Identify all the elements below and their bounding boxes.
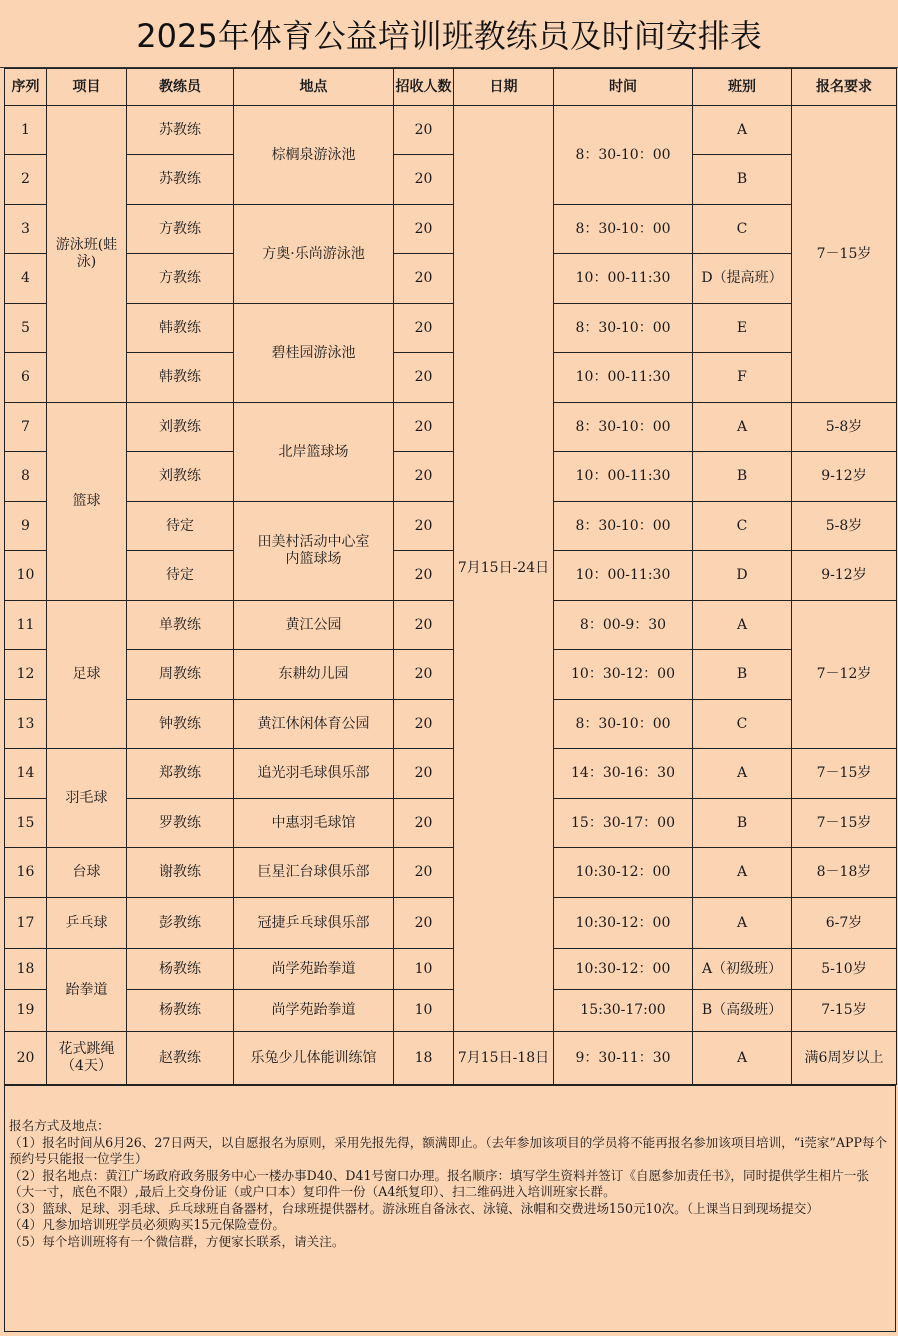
count-cell: 20: [394, 502, 454, 551]
class-cell: D（提高班）: [693, 254, 792, 304]
header-row: [5, 69, 897, 106]
coach-cell: 杨教练: [127, 949, 234, 990]
location-cell: 黄江公园: [234, 601, 394, 650]
location-cell: 北岸篮球场: [234, 403, 394, 502]
coach-cell: 苏教练: [127, 155, 234, 205]
table-row: [5, 502, 897, 551]
time-cell: 8：30-10：00: [554, 106, 693, 205]
project-cell: 台球: [47, 848, 127, 898]
class-cell: A: [693, 1032, 792, 1085]
table-row: [5, 700, 897, 749]
row-no: 16: [5, 848, 47, 898]
row-no: 13: [5, 700, 47, 749]
project-cell: 乒乓球: [47, 898, 127, 949]
date-cell: 7月15日-18日: [454, 1032, 554, 1085]
class-cell: D: [693, 551, 792, 601]
table-row: [5, 1032, 897, 1085]
count-cell: 20: [394, 799, 454, 848]
class-cell: A: [693, 898, 792, 949]
class-cell: A（初级班）: [693, 949, 792, 990]
count-cell: 20: [394, 254, 454, 304]
time-cell: 8：30-10：00: [554, 700, 693, 749]
note-item: （1）报名时间从6月26、27日两天，以自愿报名为原则，采用先报先得，额满即止。（去年参加该项目的学员将不能再报名参加该项目培训，“i莞家”APP每个预约号只能报一位学生）: [9, 1134, 888, 1166]
table-row: [5, 304, 897, 353]
coach-cell: 韩教练: [127, 304, 234, 353]
coach-cell: 钟教练: [127, 700, 234, 749]
time-cell: 8：30-10：00: [554, 304, 693, 353]
class-cell: B: [693, 650, 792, 700]
location-cell: 尚学苑跆拳道: [234, 949, 394, 990]
table-row: [5, 403, 897, 452]
class-cell: C: [693, 502, 792, 551]
time-cell: 9：30-11：30: [554, 1032, 693, 1085]
location-cell: 中惠羽毛球馆: [234, 799, 394, 848]
count-cell: 10: [394, 990, 454, 1032]
requirement-cell: 满6周岁以上: [792, 1032, 897, 1085]
row-no: 20: [5, 1032, 47, 1085]
requirement-cell: 9-12岁: [792, 551, 897, 601]
requirement-cell: 7－12岁: [792, 601, 897, 749]
location-cell: 尚学苑跆拳道: [234, 990, 394, 1032]
location-cell: 乐兔少儿体能训练馆: [234, 1032, 394, 1085]
count-cell: 20: [394, 551, 454, 601]
location-cell: 黄江休闲体育公园: [234, 700, 394, 749]
row-no: 4: [5, 254, 47, 304]
note-item: （3）篮球、足球、羽毛球、乒乓球班自备器材，台球班提供器材。游泳班自备泳衣、泳镜、泳帽和交费进场150元10次。（上课当日到现场提交）: [9, 1200, 819, 1216]
coach-cell: 周教练: [127, 650, 234, 700]
time-cell: 10：00-11:30: [554, 551, 693, 601]
row-no: 5: [5, 304, 47, 353]
row-no: 6: [5, 353, 47, 403]
time-cell: 15：30-17：00: [554, 799, 693, 848]
time-cell: 10：30-12：00: [554, 650, 693, 700]
coach-cell: 彭教练: [127, 898, 234, 949]
coach-cell: 方教练: [127, 205, 234, 254]
class-cell: A: [693, 106, 792, 155]
time-cell: 8：30-10：00: [554, 403, 693, 452]
project-cell: 篮球: [47, 403, 127, 601]
coach-cell: 待定: [127, 551, 234, 601]
requirement-cell: 7－15岁: [792, 799, 897, 848]
table-row: [5, 452, 897, 502]
requirement-cell: 8－18岁: [792, 848, 897, 898]
coach-cell: 韩教练: [127, 353, 234, 403]
requirement-cell: 9-12岁: [792, 452, 897, 502]
col-header-time: 时间: [554, 69, 693, 106]
location-cell: 追光羽毛球俱乐部: [234, 749, 394, 799]
requirement-cell: 5-8岁: [792, 403, 897, 452]
coach-cell: 赵教练: [127, 1032, 234, 1085]
count-cell: 20: [394, 155, 454, 205]
count-cell: 18: [394, 1032, 454, 1085]
table-row: [5, 990, 897, 1032]
time-cell: 10:30-12：00: [554, 898, 693, 949]
note-item: （2）报名地点：黄江广场政府政务服务中心一楼办事D40、D41号窗口办理。报名顺序：填写学生资料并签订《自愿参加责任书》，同时提供学生相片一张（大一寸，底色不限）,最后上交身份证（或户口本）复印件一份（A4纸复印）、扫二维码进入培训班家长群。: [9, 1167, 869, 1199]
time-cell: 8：30-10：00: [554, 502, 693, 551]
coach-cell: 刘教练: [127, 452, 234, 502]
project-cell: 跆拳道: [47, 949, 127, 1032]
col-header-project: 项目: [47, 69, 127, 106]
count-cell: 20: [394, 205, 454, 254]
row-no: 18: [5, 949, 47, 990]
class-cell: B: [693, 155, 792, 205]
col-header-requirement: 报名要求: [792, 69, 897, 106]
location-cell: 田美村活动中心室内篮球场: [234, 502, 394, 601]
location-cell: 棕榈泉游泳池: [234, 106, 394, 205]
coach-cell: 待定: [127, 502, 234, 551]
row-no: 8: [5, 452, 47, 502]
class-cell: A: [693, 403, 792, 452]
row-no: 3: [5, 205, 47, 254]
row-no: 11: [5, 601, 47, 650]
requirement-cell: 7－15岁: [792, 106, 897, 403]
coach-cell: 刘教练: [127, 403, 234, 452]
count-cell: 20: [394, 650, 454, 700]
count-cell: 20: [394, 304, 454, 353]
count-cell: 20: [394, 601, 454, 650]
class-cell: C: [693, 700, 792, 749]
class-cell: A: [693, 601, 792, 650]
table-row: [5, 898, 897, 949]
coach-cell: 单教练: [127, 601, 234, 650]
requirement-cell: 7-15岁: [792, 990, 897, 1032]
col-header-coach: 教练员: [127, 69, 234, 106]
count-cell: 20: [394, 848, 454, 898]
location-cell: 冠捷乒乓球俱乐部: [234, 898, 394, 949]
notes-heading: 报名方式及地点：: [9, 1118, 110, 1133]
registration-notes: [4, 1085, 896, 1332]
project-cell: 羽毛球: [47, 749, 127, 848]
row-no: 17: [5, 898, 47, 949]
table-row: [5, 551, 897, 601]
coach-cell: 郑教练: [127, 749, 234, 799]
class-cell: A: [693, 749, 792, 799]
time-cell: 10:30-12：00: [554, 848, 693, 898]
requirement-cell: 6-7岁: [792, 898, 897, 949]
col-header-class: 班别: [693, 69, 792, 106]
count-cell: 20: [394, 403, 454, 452]
note-item: （5）每个培训班将有一个微信群，方便家长联系，请关注。: [9, 1233, 345, 1249]
time-cell: 10：00-11:30: [554, 353, 693, 403]
table-row: [5, 949, 897, 990]
class-cell: F: [693, 353, 792, 403]
class-cell: A: [693, 848, 792, 898]
requirement-cell: 5-8岁: [792, 502, 897, 551]
row-no: 9: [5, 502, 47, 551]
time-cell: 8：30-10：00: [554, 205, 693, 254]
row-no: 10: [5, 551, 47, 601]
table-row: [5, 155, 897, 205]
page-title: 2025年体育公益培训班教练员及时间安排表: [0, 0, 898, 68]
note-item: （4）凡参加培训班学员必须购买15元保险壹份。: [9, 1217, 285, 1232]
count-cell: 20: [394, 353, 454, 403]
coach-cell: 谢教练: [127, 848, 234, 898]
row-no: 19: [5, 990, 47, 1032]
table-row: [5, 799, 897, 848]
row-no: 1: [5, 106, 47, 155]
col-header-count: 招收人数: [394, 69, 454, 106]
time-cell: 10：00-11:30: [554, 254, 693, 304]
table-row: [5, 106, 897, 155]
requirement-cell: 7－15岁: [792, 749, 897, 799]
table-row: [5, 650, 897, 700]
table-row: [5, 601, 897, 650]
col-header-date: 日期: [454, 69, 554, 106]
location-cell: 碧桂园游泳池: [234, 304, 394, 403]
class-cell: E: [693, 304, 792, 353]
coach-cell: 方教练: [127, 254, 234, 304]
coach-cell: 罗教练: [127, 799, 234, 848]
row-no: 7: [5, 403, 47, 452]
project-cell: 游泳班(蛙泳): [47, 106, 127, 403]
project-cell: 花式跳绳（4天）: [47, 1032, 127, 1085]
project-cell: 足球: [47, 601, 127, 749]
count-cell: 20: [394, 898, 454, 949]
row-no: 12: [5, 650, 47, 700]
schedule-table: [4, 68, 897, 1085]
count-cell: 20: [394, 106, 454, 155]
time-cell: 14：30-16：30: [554, 749, 693, 799]
location-cell: 方奥·乐尚游泳池: [234, 205, 394, 304]
table-row: [5, 749, 897, 799]
row-no: 2: [5, 155, 47, 205]
col-header-no: 序列: [5, 69, 47, 106]
time-cell: 15:30-17:00: [554, 990, 693, 1032]
count-cell: 20: [394, 749, 454, 799]
class-cell: B（高级班）: [693, 990, 792, 1032]
coach-cell: 杨教练: [127, 990, 234, 1032]
date-cell: 7月15日-24日: [454, 106, 554, 1032]
table-row: [5, 254, 897, 304]
count-cell: 10: [394, 949, 454, 990]
location-cell: 东耕幼儿园: [234, 650, 394, 700]
time-cell: 8：00-9：30: [554, 601, 693, 650]
class-cell: B: [693, 799, 792, 848]
coach-cell: 苏教练: [127, 106, 234, 155]
class-cell: C: [693, 205, 792, 254]
time-cell: 10:30-12：00: [554, 949, 693, 990]
row-no: 14: [5, 749, 47, 799]
count-cell: 20: [394, 452, 454, 502]
col-header-location: 地点: [234, 69, 394, 106]
table-row: [5, 848, 897, 898]
requirement-cell: 5-10岁: [792, 949, 897, 990]
row-no: 15: [5, 799, 47, 848]
location-cell: 巨星汇台球俱乐部: [234, 848, 394, 898]
table-row: [5, 353, 897, 403]
class-cell: B: [693, 452, 792, 502]
count-cell: 20: [394, 700, 454, 749]
table-row: [5, 205, 897, 254]
time-cell: 10：00-11:30: [554, 452, 693, 502]
